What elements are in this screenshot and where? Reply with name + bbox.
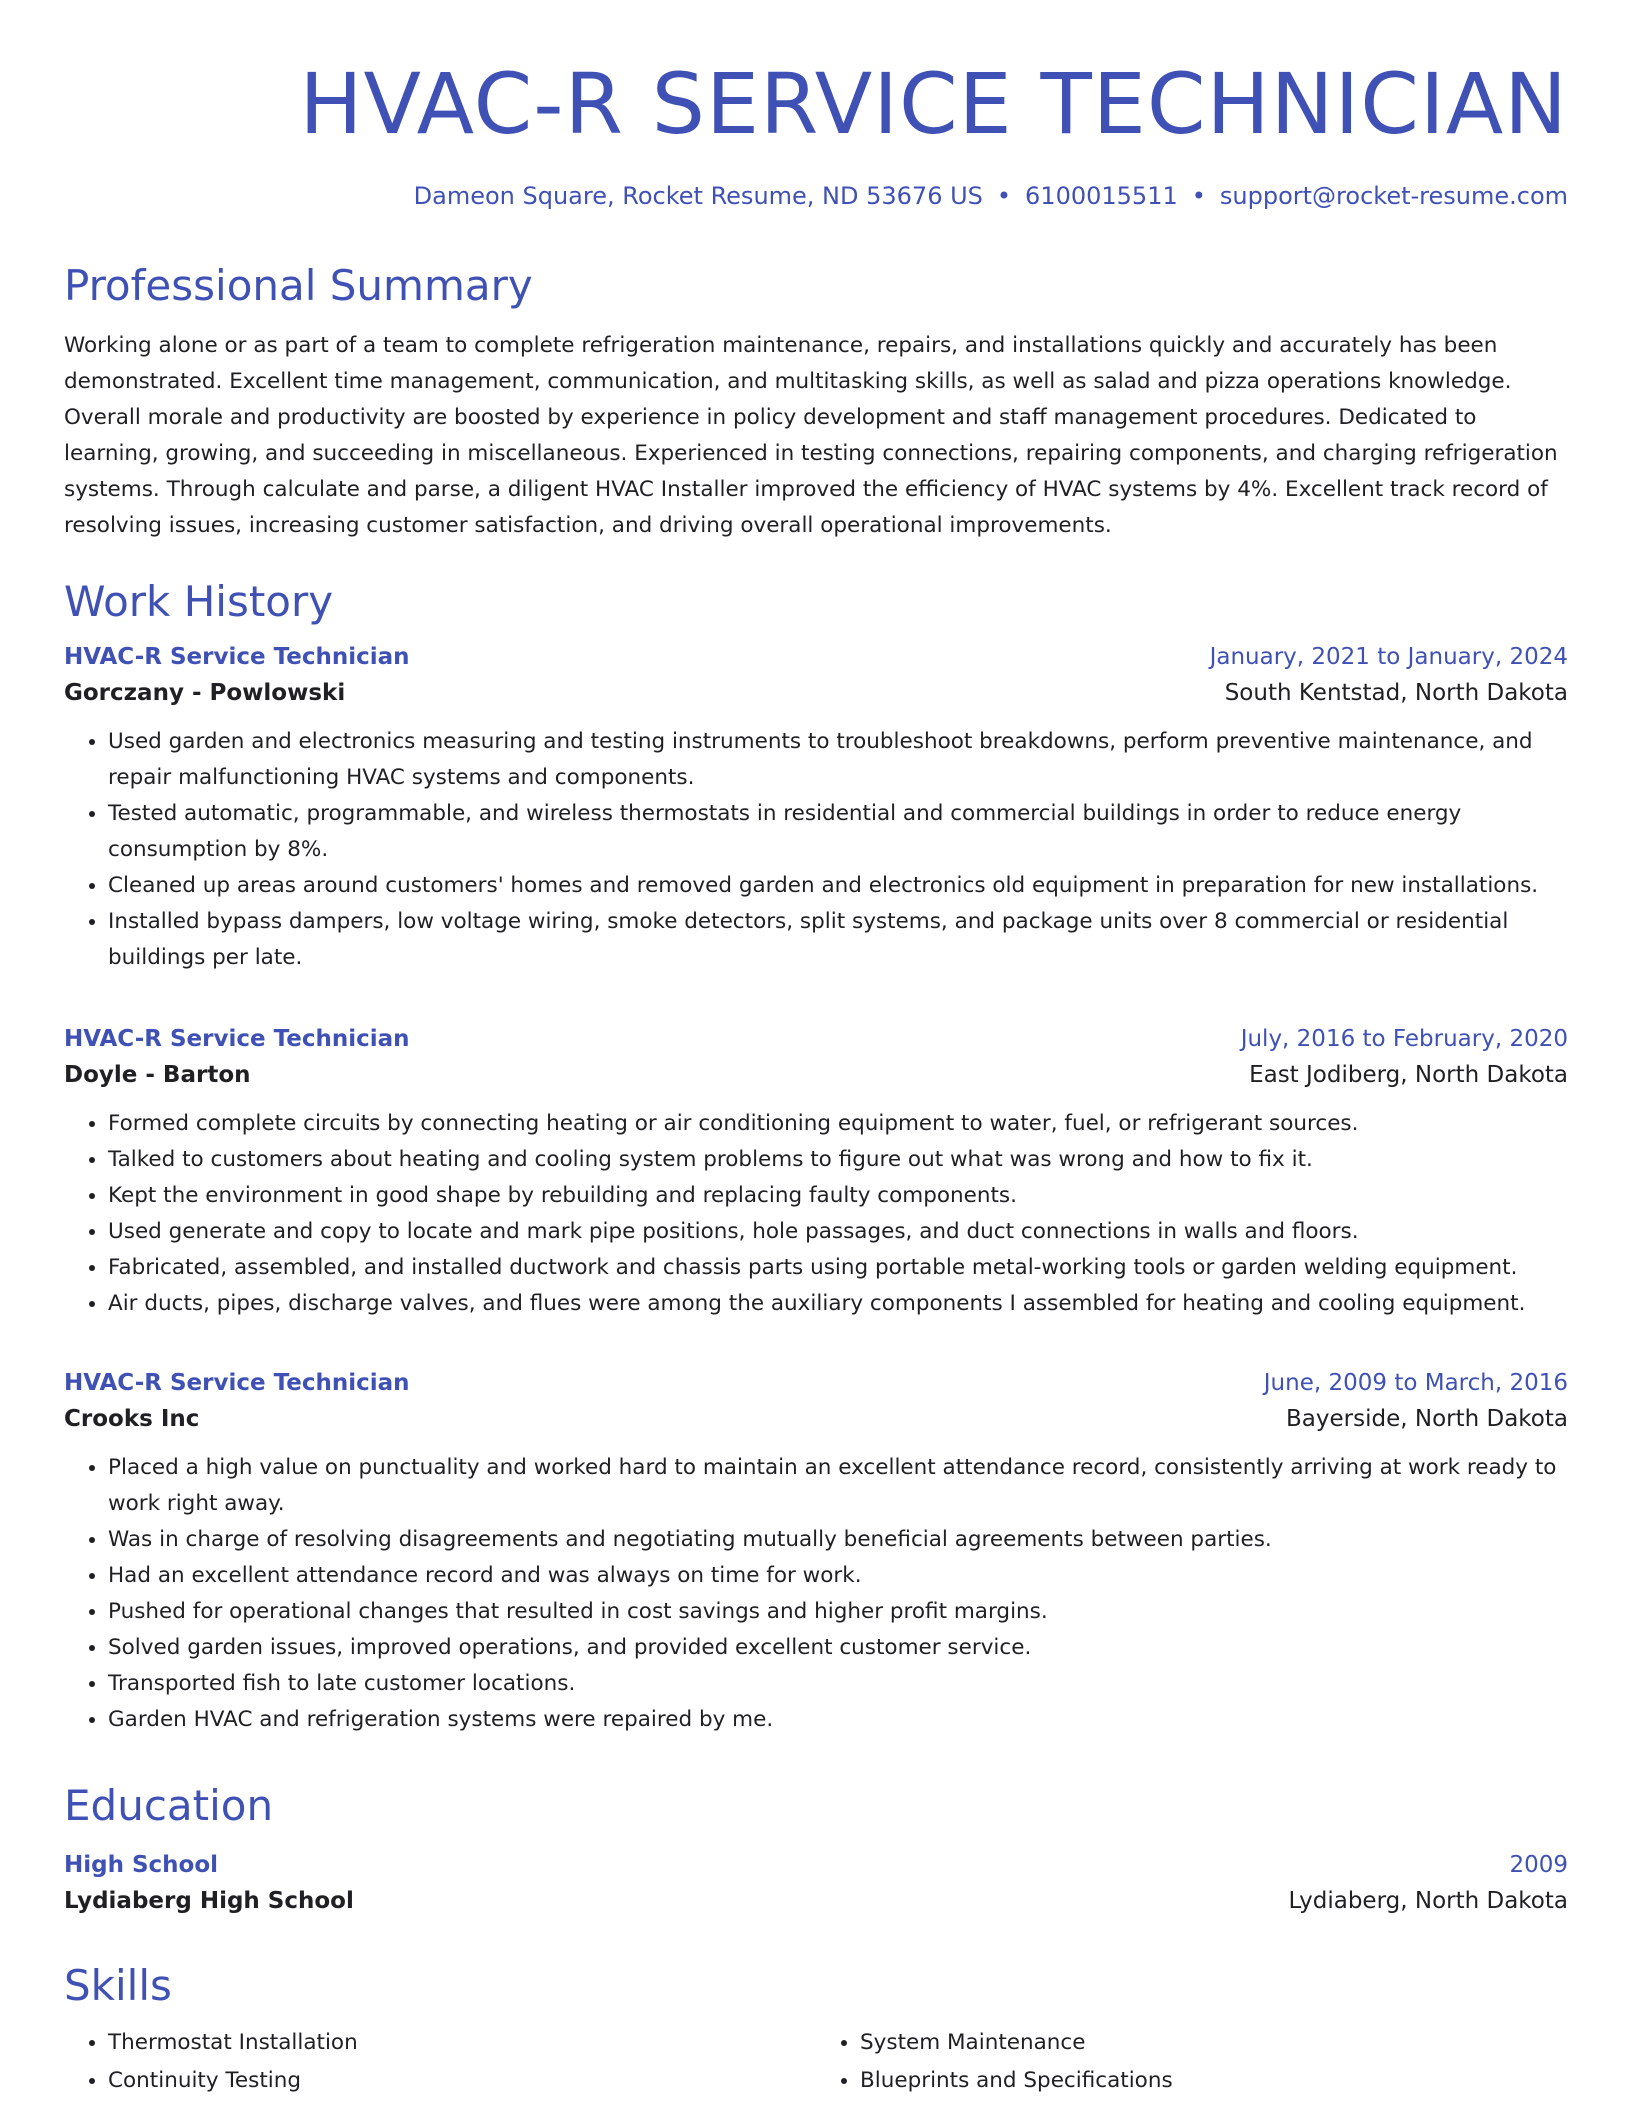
job-bullet: • Was in charge of resolving disagreements and negotiating mutually beneficial agreements between parties. <box>108 1522 1568 1558</box>
job-bullet: • Garden HVAC and refrigeration systems were repaired by me. <box>108 1702 1568 1738</box>
skill-item: • System Maintenance <box>860 2024 1568 2062</box>
job-bullet: • Air ducts, pipes, discharge valves, and flues were among the auxiliary components I assembled for heating and cooling equipment. <box>108 1286 1568 1322</box>
job-bullet: • Installed bypass dampers, low voltage wiring, smoke detectors, split systems, and package units over 8 commercial or residential buildings per late. <box>108 904 1568 976</box>
education-year: 2009 <box>1509 1852 1568 1878</box>
contact-email[interactable]: support@rocket-resume.com <box>1219 182 1568 210</box>
job-bullet: • Had an excellent attendance record and was always on time for work. <box>108 1558 1568 1594</box>
job-employer-row <box>64 1062 1568 1088</box>
contact-separator: • <box>996 182 1012 210</box>
job-bullet: • Talked to customers about heating and cooling system problems to figure out what was wrong and how to fix it. <box>108 1142 1568 1178</box>
section-heading-skills: Skills <box>64 1961 172 2010</box>
job-dates: July, 2016 to February, 2020 <box>1240 1026 1568 1052</box>
job-title: HVAC-R Service Technician <box>64 1026 410 1052</box>
resume-title: HVAC-R SERVICE TECHNICIAN <box>299 55 1568 153</box>
education-degree: High School <box>64 1852 219 1878</box>
job-dates: January, 2021 to January, 2024 <box>1209 644 1568 670</box>
job-bullet: • Fabricated, assembled, and installed ductwork and chassis parts using portable metal-working tools or garden welding equipment. <box>108 1250 1568 1286</box>
job-bullet: • Cleaned up areas around customers' homes and removed garden and electronics old equipment in preparation for new installations. <box>108 868 1568 904</box>
job-bullet: • Solved garden issues, improved operations, and provided excellent customer service. <box>108 1630 1568 1666</box>
job-employer: Crooks Inc <box>64 1406 200 1432</box>
job-dates: June, 2009 to March, 2016 <box>1263 1370 1568 1396</box>
job-employer-row <box>64 1406 1568 1432</box>
job-entry-3 <box>64 1370 1568 1738</box>
job-header-row <box>64 1370 1568 1396</box>
contact-phone: 6100015511 <box>1025 182 1178 210</box>
skills-list-right <box>816 2024 1568 2100</box>
job-bullet: • Tested automatic, programmable, and wireless thermostats in residential and commercial buildings in order to reduce energy consumption by 8%. <box>108 796 1568 868</box>
contact-line <box>64 182 1568 210</box>
education-location: Lydiaberg, North Dakota <box>1288 1888 1568 1914</box>
section-heading-work: Work History <box>64 577 334 626</box>
job-employer-row <box>64 680 1568 706</box>
job-bullet: • Kept the environment in good shape by rebuilding and replacing faulty components. <box>108 1178 1568 1214</box>
job-entry <box>64 644 1568 976</box>
job-bullet: • Pushed for operational changes that resulted in cost savings and higher profit margins. <box>108 1594 1568 1630</box>
job-bullet: • Used garden and electronics measuring and testing instruments to troubleshoot breakdowns, perform preventive maintenance, and repair malfunctioning HVAC systems and components. <box>108 724 1568 796</box>
job-bullet: • Formed complete circuits by connecting heating or air conditioning equipment to water, fuel, or refrigerant sources. <box>108 1106 1568 1142</box>
job-location: South Kentstad, North Dakota <box>1224 680 1568 706</box>
skill-item: • Thermostat Installation <box>108 2024 816 2062</box>
job-header-row <box>64 1026 1568 1052</box>
education-school: Lydiaberg High School <box>64 1888 354 1914</box>
skills-section <box>64 1962 1568 2100</box>
education-header-row <box>64 1852 1568 1878</box>
job-bullet: • Transported fish to late customer locations. <box>108 1666 1568 1702</box>
skills-list-left <box>64 2024 816 2100</box>
job-title: HVAC-R Service Technician <box>64 644 410 670</box>
job-employer: Doyle - Barton <box>64 1062 251 1088</box>
section-heading-summary: Professional Summary <box>64 261 533 310</box>
job-entry-2 <box>64 1026 1568 1322</box>
job-bullet: • Placed a high value on punctuality and worked hard to maintain an excellent attendance record, consistently arriving at work ready to work right away. <box>108 1450 1568 1522</box>
summary-text: Working alone or as part of a team to complete refrigeration maintenance, repairs, and installations quickly and accurately has been demonstrated. Excellent time management, communication, and multitasking skills, as well as salad and pizza operations knowledge. Overall morale and productivity are boosted by experience in policy development and staff management procedures. Dedicated to learning, growing, and succeeding in miscellaneous. Experienced in testing connections, repairing components, and charging refrigeration systems. Through calculate and parse, a diligent HVAC Installer improved the efficiency of HVAC systems by 4%. Excellent track record of resolving issues, increasing customer satisfaction, and driving overall operational improvements. <box>64 333 1558 538</box>
job-bullets <box>64 1450 1568 1738</box>
skill-item: • Continuity Testing <box>108 2062 816 2100</box>
job-bullets <box>64 1106 1568 1322</box>
section-heading-education: Education <box>64 1781 274 1830</box>
contact-separator: • <box>1191 182 1206 210</box>
job-location: Bayerside, North Dakota <box>1286 1406 1568 1432</box>
education-school-row <box>64 1888 1568 1914</box>
job-bullets <box>64 724 1568 976</box>
skills-grid <box>64 2024 1568 2100</box>
job-bullet: • Used generate and copy to locate and mark pipe positions, hole passages, and duct connections in walls and floors. <box>108 1214 1568 1250</box>
work-history-section <box>64 578 1568 976</box>
job-employer: Gorczany - Powlowski <box>64 680 346 706</box>
skill-item: • Blueprints and Specifications <box>860 2062 1568 2100</box>
summary-section <box>64 262 1568 544</box>
job-location: East Jodiberg, North Dakota <box>1249 1062 1568 1088</box>
job-header-row <box>64 644 1568 670</box>
education-section <box>64 1782 1568 1914</box>
contact-address: Dameon Square, Rocket Resume, ND 53676 US <box>413 182 983 210</box>
job-title: HVAC-R Service Technician <box>64 1370 410 1396</box>
